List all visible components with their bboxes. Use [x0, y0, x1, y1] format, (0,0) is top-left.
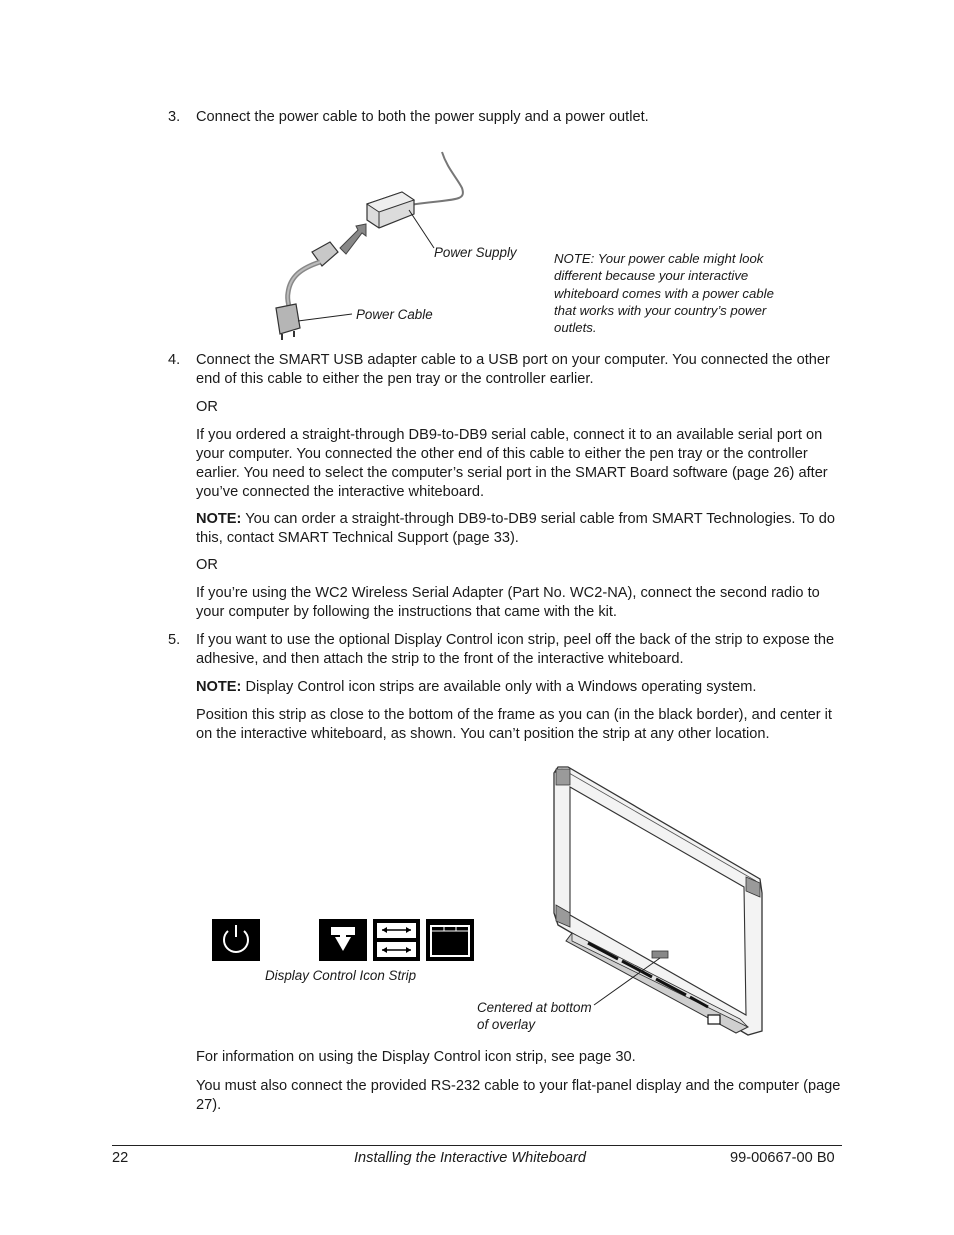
- power-supply-label: Power Supply: [434, 245, 517, 260]
- step3-number: 3.: [168, 109, 181, 125]
- interactive-whiteboard-illustration: [548, 765, 768, 1037]
- footer-rule: [112, 1145, 842, 1146]
- step5-number: 5.: [168, 632, 181, 648]
- wall-plug: [276, 304, 300, 334]
- power-cable-label: Power Cable: [356, 307, 433, 322]
- step5-position: Position this strip as close to the bottom of the frame as you can (in the black border), and center it on the interactive whiteboard, as shown. You can’t position the strip at any other location.: [196, 707, 832, 742]
- power-icon: [212, 919, 260, 961]
- centered-caption-line2: of overlay: [477, 1017, 536, 1032]
- power-cable-note: NOTE: Your power cable might look different because your interactive whiteboard comes with a power cable that works with your country’s power outlets.: [554, 251, 774, 336]
- step4-number: 4.: [168, 352, 181, 368]
- menu-icon: [426, 919, 474, 961]
- step4-note-label: NOTE:: [196, 511, 242, 527]
- footer-title: Installing the Interactive Whiteboard: [354, 1150, 587, 1166]
- step4-text: Connect the SMART USB adapter cable to a USB port on your computer. You connected the other end of this cable to either the pen tray or the controller earlier.: [196, 352, 830, 387]
- footer-doc-number: 99-00667-00 B0: [730, 1150, 835, 1166]
- icon-strip-caption: Display Control Icon Strip: [265, 968, 417, 983]
- step5-note: [196, 678, 846, 697]
- display-control-icon-strip: [212, 919, 474, 961]
- step5-note-text: Display Control icon strips are available only with a Windows operating system.: [241, 679, 757, 695]
- arrow-icon: [340, 224, 366, 254]
- resize-icon: [373, 919, 420, 961]
- centered-caption-line1: Centered at bottom: [477, 1000, 592, 1015]
- step3-text: Connect the power cable to both the power supply and a power outlet.: [196, 109, 649, 125]
- step5-note-label: NOTE:: [196, 679, 242, 695]
- closing-info: For information on using the Display Control icon strip, see page 30.: [196, 1049, 636, 1065]
- footer-page-number: 22: [112, 1150, 129, 1166]
- icon-strip-on-board: [652, 951, 668, 958]
- closing-rs232: You must also connect the provided RS-232 cable to your flat-panel display and the computer (page 27).: [196, 1078, 841, 1113]
- step4-wireless: If you’re using the WC2 Wireless Serial Adapter (Part No. WC2-NA), connect the second radio to your computer by following the instructions that came with the kit.: [196, 585, 820, 620]
- step4-or-2: OR: [196, 557, 218, 573]
- step4-note: [196, 510, 846, 548]
- input-source-icon: [319, 919, 367, 961]
- step4-serial: If you ordered a straight-through DB9-to-DB9 serial cable, connect it to an available serial port on your computer. You connected the other end of this cable to either the pen tray or the controller earlier. You need to select the computer’s serial port in the SMART Board software (page 26) after you’ve connected the interactive whiteboard.: [196, 427, 828, 500]
- step4-or-1: OR: [196, 399, 218, 415]
- step4-note-text: You can order a straight-through DB9-to-DB9 serial cable from SMART Technologies. To do this, contact SMART Technical Support (page 33).: [196, 511, 835, 546]
- step5-text: If you want to use the optional Display Control icon strip, peel off the back of the strip to expose the adhesive, and then attach the strip to the front of the interactive whiteboard.: [196, 632, 835, 667]
